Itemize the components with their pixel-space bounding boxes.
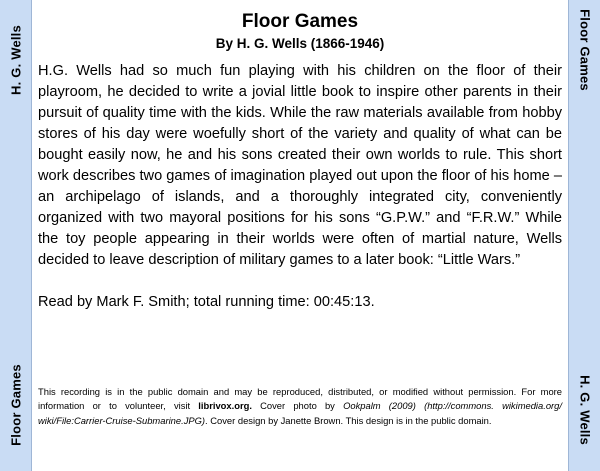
book-title: Floor Games xyxy=(241,11,359,32)
left-spine-title: Floor Games xyxy=(8,364,23,446)
right-spine xyxy=(568,0,600,471)
right-spine-title: Floor Games xyxy=(577,9,592,91)
right-spine-author: H. G. Wells xyxy=(577,375,592,445)
cover-content xyxy=(32,0,568,471)
book-author-line: By H. G. Wells (1866-1946) xyxy=(215,36,385,51)
fineprint-text-2: Cover photo by xyxy=(251,400,344,412)
fineprint-text-3: . Cover design by Janette Brown. This design is in the public domain. xyxy=(205,414,492,426)
fineprint-text-1: This recording is in the public domain and may be reproduced, distributed, or modified without permission. For more information or to volunteer, visit xyxy=(38,386,562,412)
left-spine xyxy=(0,0,32,471)
reader-credit: Read by Mark F. Smith; total running time: 00:45:13. xyxy=(38,294,375,310)
legal-fineprint xyxy=(38,385,562,428)
left-spine-author: H. G. Wells xyxy=(8,25,23,95)
book-description: H.G. Wells had so much fun playing with his children on the floor of their playroom, he decided to write a jovial little book to inspire other parents in their pursuit of quality time with the kids. While the raw materials available from hobby stores of his day were woefully short of the variety and quality of what can be bought easily now, he and his sons created their own worlds to rule. This short work describes two games of imagination played out upon the floor of his home – an archipelago of islands, and a thoroughly integrated city, conveniently organized with two mayoral positions for his sons “G.P.W.” and “F.R.W.” While the toy people appearing in their worlds were often of martial nature, Wells decided to leave description of military games to a later book: “Little Wars.” xyxy=(38,63,562,268)
librivox-link[interactable]: librivox.org. xyxy=(198,400,252,412)
photo-credit: Ookpalm (2009) (http://commons. wikimedia.org/ wiki/File:Carrier-Cruise-Submarine.JPG) xyxy=(38,400,562,426)
